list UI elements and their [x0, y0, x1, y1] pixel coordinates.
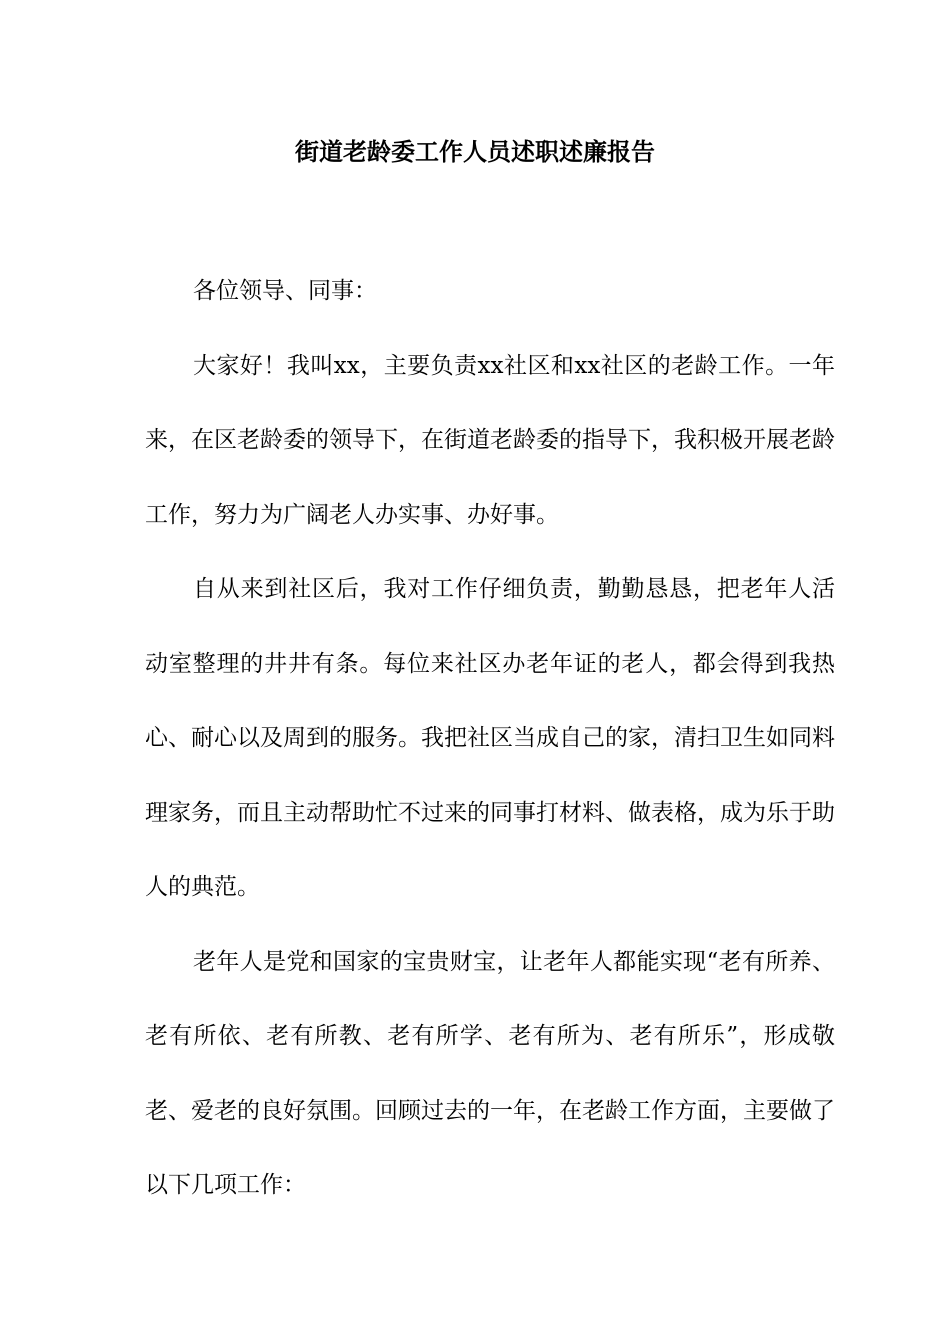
salutation: 各位领导、同事： — [193, 278, 377, 304]
paragraph-intro: 大家好！我叫xx，主要负责xx社区和xx社区的老龄工作。一年来，在区老龄委的领导下，在街道老龄委的指导下，我积极开展老龄工作，努力为广阔老人办实事、办好事。 — [145, 352, 835, 528]
paragraph-service: 自从来到社区后，我对工作仔细负责，勤勤恳恳，把老年人活动室整理的井井有条。每位来社区办老年证的老人，都会得到我热心、耐心以及周到的服务。我把社区当成自己的家，清扫卫生如同料理家务，而且主动帮助忙不过来的同事打材料、做表格，成为乐于助人的典范。 — [145, 576, 835, 900]
document-body — [145, 254, 835, 1223]
paragraph-summary: 老年人是党和国家的宝贵财宝，让老年人都能实现“老有所养、老有所依、老有所教、老有所学、老有所为、老有所乐”，形成敬老、爱老的良好氛围。回顾过去的一年，在老龄工作方面，主要做了以下几项工作： — [145, 948, 835, 1198]
document-title: 街道老龄委工作人员述职述廉报告 — [295, 137, 655, 166]
